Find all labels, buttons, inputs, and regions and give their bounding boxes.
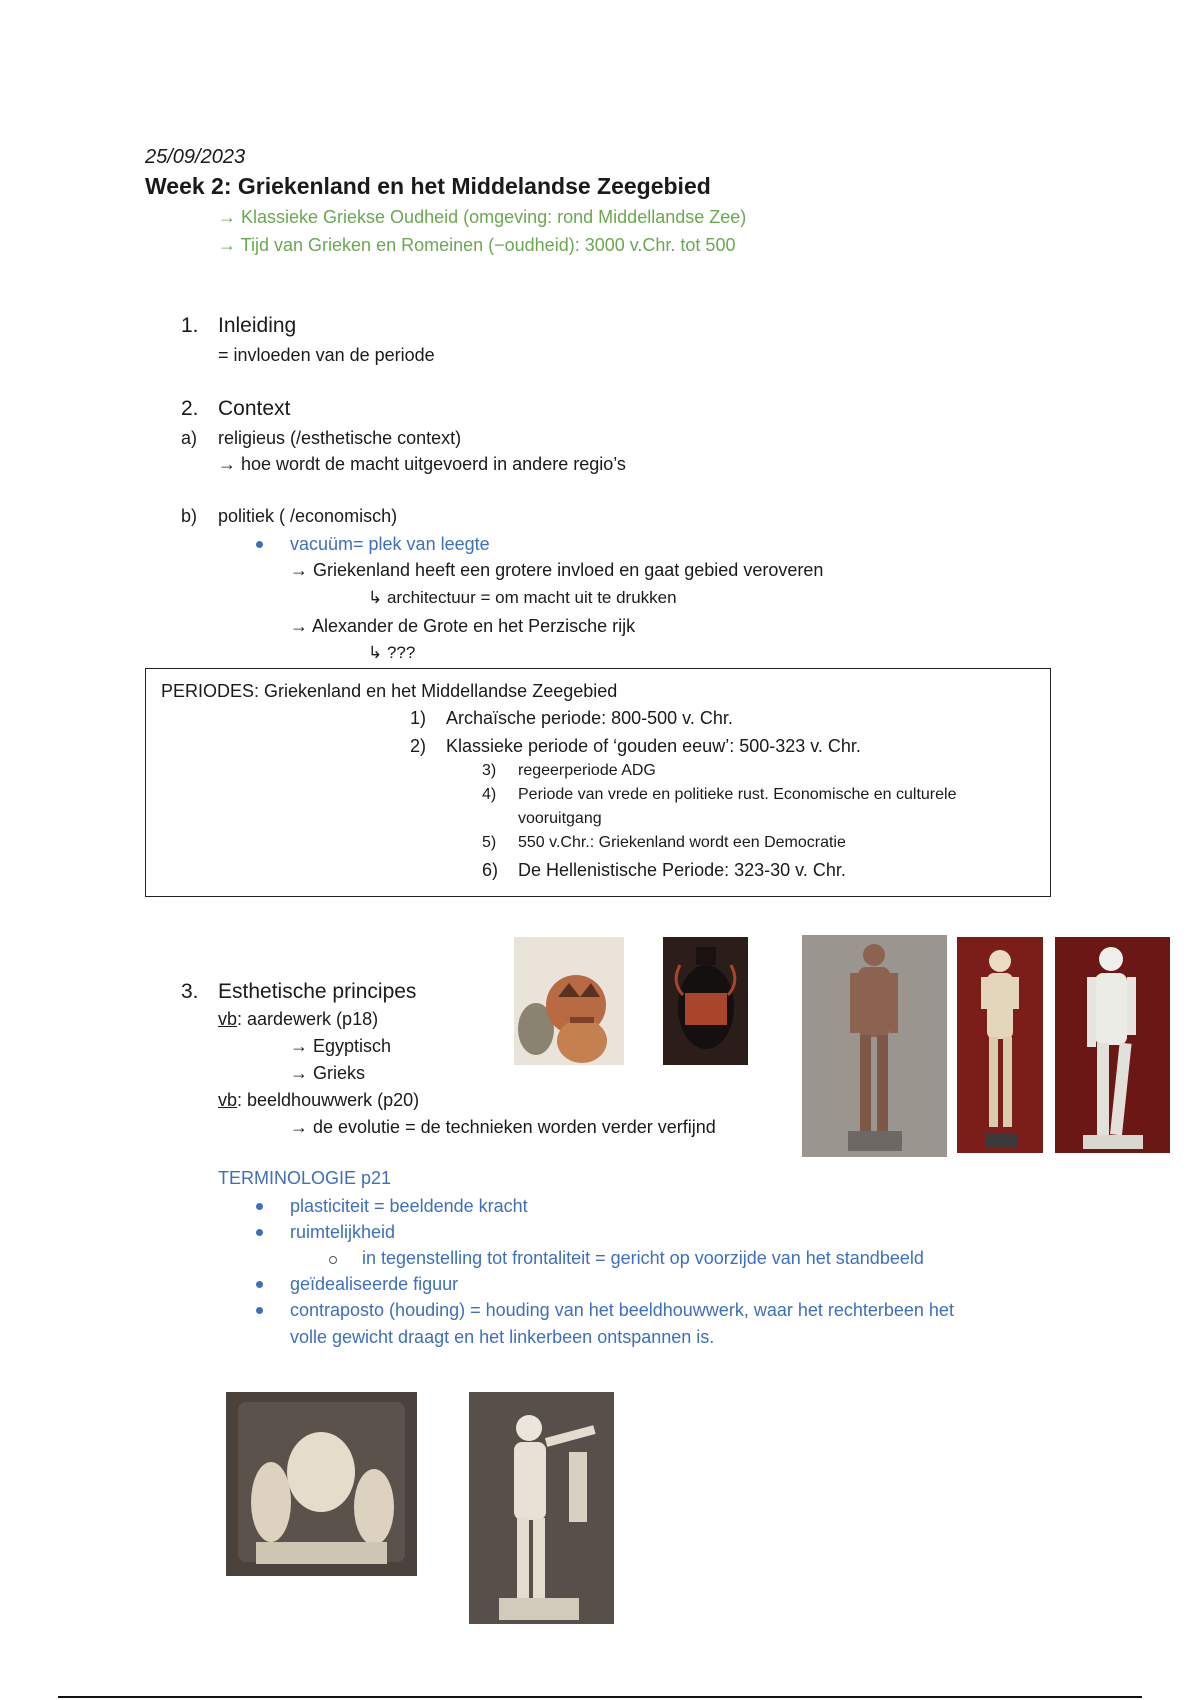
term-3: geïdealiseerde figuur bbox=[290, 1274, 459, 1294]
egyptian-pottery-photo bbox=[514, 937, 624, 1065]
period-3-number: 3) bbox=[482, 762, 497, 779]
section-3-heading: Esthetische principes bbox=[218, 980, 417, 1003]
section-2b-bullet: vacuüm= plek van leegte bbox=[290, 534, 490, 554]
section-1-number: 1. bbox=[181, 314, 199, 337]
section-2-heading: Context bbox=[218, 397, 291, 420]
section-1-line: = invloeden van de periode bbox=[218, 345, 435, 365]
section-2b-line-4: ↳ ??? bbox=[368, 643, 416, 662]
period-2-text: Klassieke periode of ‘gouden eeuw’: 500-323 v. Chr. bbox=[446, 736, 861, 756]
bullet-icon bbox=[256, 1203, 263, 1210]
section-3-vb2-line: → de evolutie = de technieken worden verder verfijnd bbox=[290, 1117, 716, 1137]
period-4-number: 4) bbox=[482, 786, 497, 803]
period-4-text: Periode van vrede en politieke rust. Economische en culturele bbox=[518, 786, 957, 803]
section-3-vb1-line-1: → Egyptisch bbox=[290, 1036, 392, 1056]
subtitle-line-2: → Tijd van Grieken en Romeinen (−oudheid): 3000 v.Chr. tot 500 bbox=[218, 235, 736, 255]
section-1-heading: Inleiding bbox=[218, 314, 297, 337]
vb1-rest: : aardewerk (p18) bbox=[237, 1009, 379, 1029]
section-2a-text: religieus (/esthetische context) bbox=[218, 428, 462, 448]
section-3-vb1 bbox=[218, 1009, 378, 1030]
page-title: Week 2: Griekenland en het Middelandse Zeegebied bbox=[145, 173, 711, 199]
period-1-number: 1) bbox=[410, 708, 427, 728]
period-6-number: 6) bbox=[482, 860, 499, 880]
periods-heading: PERIODES: Griekenland en het Middellandse Zeegebied bbox=[161, 681, 618, 701]
section-2-number: 2. bbox=[181, 397, 199, 420]
vb2-rest: : beeldhouwwerk (p20) bbox=[237, 1090, 420, 1110]
section-2b-line-1: → Griekenland heeft een grotere invloed en gaat gebied veroveren bbox=[290, 560, 824, 580]
period-4-continuation: vooruitgang bbox=[518, 810, 602, 827]
section-2a-sub: → hoe wordt de macht uitgevoerd in andere regio’s bbox=[218, 454, 626, 474]
term-1: plasticiteit = beeldende kracht bbox=[290, 1196, 528, 1216]
term-2: ruimtelijkheid bbox=[290, 1222, 396, 1242]
vb2-prefix: vb bbox=[218, 1090, 238, 1110]
bullet-icon bbox=[256, 1307, 263, 1314]
period-5-text: 550 v.Chr.: Griekenland wordt een Democratie bbox=[518, 834, 846, 851]
hollow-bullet-icon bbox=[329, 1256, 337, 1264]
bullet-icon bbox=[256, 1281, 263, 1288]
classical-youth-statue-photo bbox=[957, 937, 1043, 1153]
section-3-vb2 bbox=[218, 1090, 419, 1111]
section-3-vb1-line-2: → Grieks bbox=[290, 1063, 366, 1083]
vb1-prefix: vb bbox=[218, 1009, 238, 1029]
apollo-belvedere-photo bbox=[469, 1392, 614, 1624]
section-2b-line-2: ↳ architectuur = om macht uit te drukken bbox=[368, 588, 677, 607]
bullet-icon bbox=[256, 541, 263, 548]
note-date: 25/09/2023 bbox=[145, 146, 246, 168]
section-2b-line-3: → Alexander de Grote en het Perzische rijk bbox=[290, 616, 636, 636]
period-5-number: 5) bbox=[482, 834, 497, 851]
period-2-number: 2) bbox=[410, 736, 427, 756]
term-4-cont: volle gewicht draagt en het linkerbeen ontspannen is. bbox=[290, 1327, 715, 1347]
term-2-sub: in tegenstelling tot frontaliteit = gericht op voorzijde van het standbeeld bbox=[362, 1248, 924, 1268]
section-2b-label: b) bbox=[181, 506, 198, 526]
period-6-text: De Hellenistische Periode: 323-30 v. Chr. bbox=[518, 860, 846, 880]
bullet-icon bbox=[256, 1229, 263, 1236]
period-1-text: Archaïsche periode: 800-500 v. Chr. bbox=[446, 708, 733, 728]
greek-amphora-photo bbox=[663, 937, 748, 1065]
doryphoros-statue-photo bbox=[1055, 937, 1170, 1153]
terminology-heading: TERMINOLOGIE p21 bbox=[218, 1168, 392, 1188]
period-3-text: regeerperiode ADG bbox=[518, 762, 656, 779]
section-3-number: 3. bbox=[181, 980, 199, 1003]
section-2b-text: politiek ( /economisch) bbox=[218, 506, 398, 526]
subtitle-line-1: → Klassieke Griekse Oudheid (omgeving: rond Middellandse Zee) bbox=[218, 207, 747, 227]
laocoon-group-photo bbox=[226, 1392, 417, 1576]
bottom-divider bbox=[58, 1696, 1142, 1698]
section-2a-label: a) bbox=[181, 428, 198, 448]
kouros-statue-photo bbox=[802, 935, 947, 1157]
term-4: contraposto (houding) = houding van het beeldhouwwerk, waar het rechterbeen het bbox=[290, 1300, 954, 1320]
